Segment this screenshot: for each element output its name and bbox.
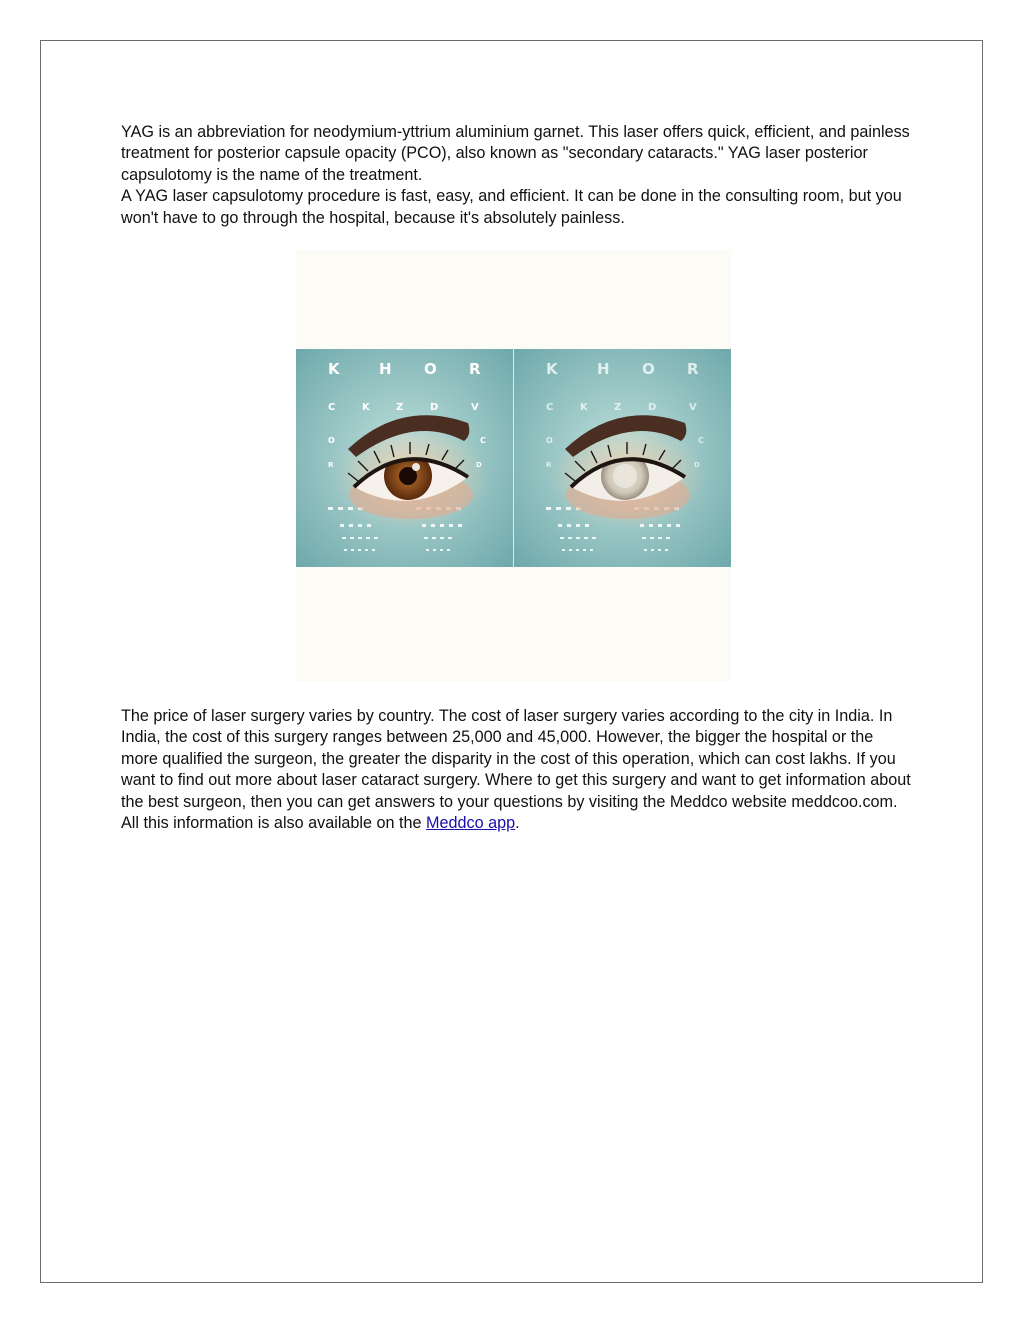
- chart-letter: C: [480, 436, 486, 445]
- chart-letter: K: [580, 402, 588, 413]
- intro-paragraph: [121, 122, 911, 229]
- chart-letter: H: [379, 360, 392, 378]
- chart-letter: V: [689, 402, 697, 413]
- chart-letter: R: [469, 360, 481, 378]
- chart-letter: O: [328, 436, 335, 445]
- chart-letter: O: [424, 360, 437, 378]
- chart-letter: K: [362, 402, 370, 413]
- chart-letter: O: [546, 436, 553, 445]
- intro-text-2: A YAG laser capsulotomy procedure is fast, easy, and efficient. It can be done in the consulting room, but you won't have to go through the hospital, because it's absolutely painless.: [121, 187, 902, 227]
- chart-letter: Z: [614, 402, 622, 413]
- cost-text-body: The price of laser surgery varies by country. The cost of laser surgery varies according to the city in India. In India, the cost of this surgery ranges between 25,000 and 45,000. However, the bigger the hospital or the more qualified the surgeon, the greater the disparity in the cost of this operation, which can cost lakhs. If you want to find out more about laser cataract surgery. Where to get this surgery and want to get information about the best surgeon, then you can get answers to your questions by visiting the Meddco website meddcoo.com. All this information is also available on the: [121, 707, 911, 833]
- chart-letter: R: [546, 461, 552, 469]
- chart-letter: H: [597, 360, 610, 378]
- chart-letter: R: [687, 360, 699, 378]
- chart-letter: D: [430, 402, 439, 413]
- chart-letter: R: [328, 461, 334, 469]
- chart-letter: Z: [396, 402, 404, 413]
- meddco-app-link[interactable]: Meddco app: [426, 814, 516, 833]
- cost-text: [121, 706, 911, 834]
- cost-paragraph: [121, 706, 911, 834]
- chart-letter: C: [546, 402, 554, 413]
- eye-comparison-image: [296, 349, 731, 567]
- cost-text-end: .: [515, 814, 520, 833]
- intro-text-1: YAG is an abbreviation for neodymium-yttrium aluminium garnet. This laser offers quick, efficient, and painless treatment for posterior capsule opacity (PCO), also known as "secondary cataracts." YAG laser posterior capsulotomy is the name of the treatment.: [121, 123, 910, 184]
- chart-letter: K: [328, 360, 340, 378]
- chart-letter: C: [698, 436, 704, 445]
- chart-letter: D: [648, 402, 657, 413]
- chart-letter: V: [471, 402, 479, 413]
- chart-letter: O: [642, 360, 655, 378]
- chart-letter: C: [328, 402, 336, 413]
- eye-comparison-figure: [296, 250, 731, 682]
- document-page: [40, 40, 983, 1283]
- chart-letter: K: [546, 360, 558, 378]
